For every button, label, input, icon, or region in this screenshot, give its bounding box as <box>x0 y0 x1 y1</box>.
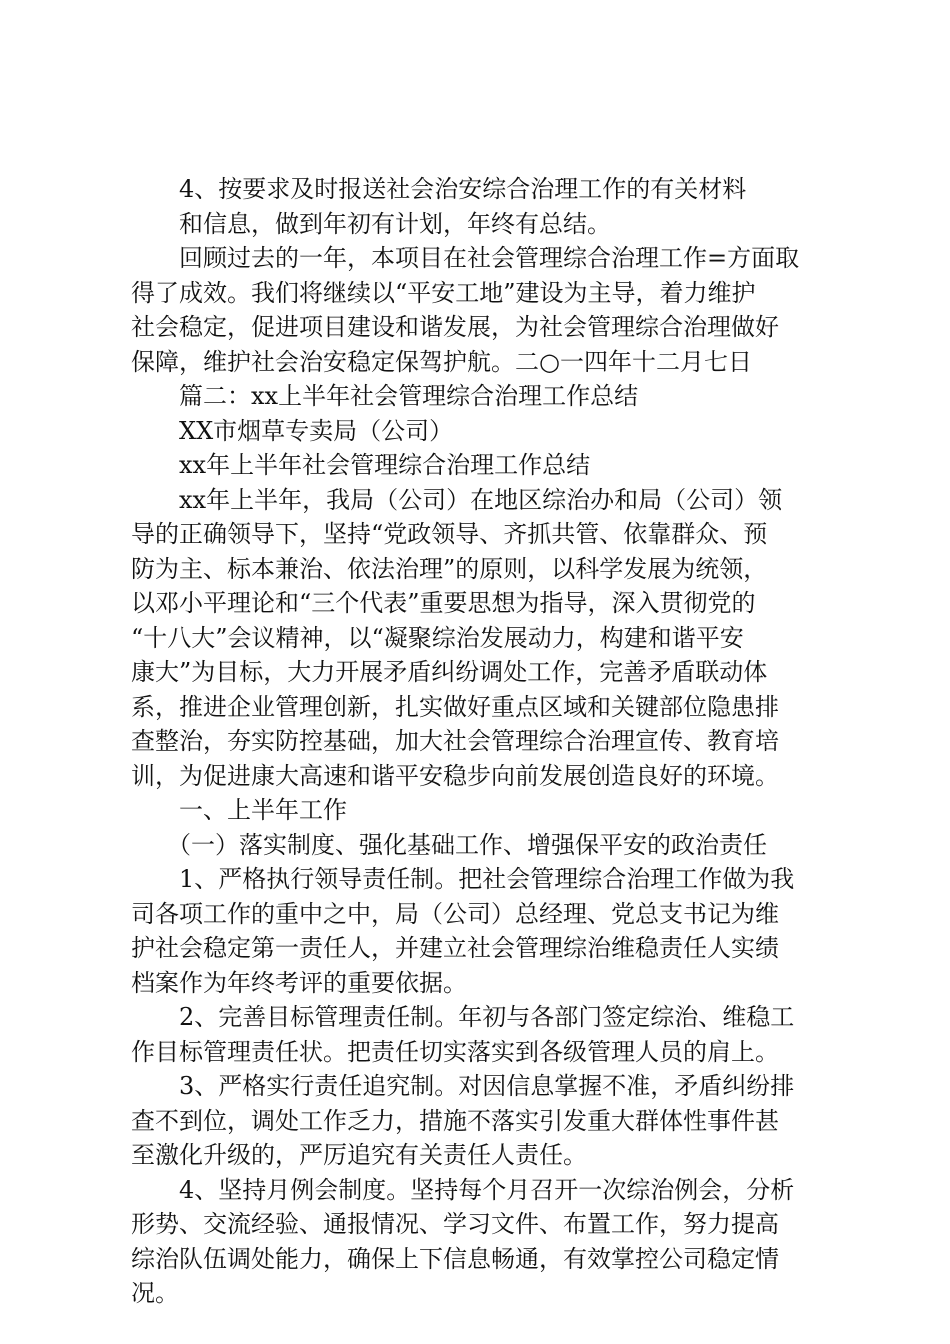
text-line: 1、严格执行领导责任制。把社会管理综合治理工作做为我 <box>179 865 795 893</box>
text-line: 以邓小平理论和“三个代表”重要思想为指导，深入贯彻党的 <box>131 589 756 617</box>
text-line: 康大”为目标，大力开展矛盾纠纷调处工作，完善矛盾联动体 <box>131 658 768 686</box>
text-line: 系，推进企业管理创新，扎实做好重点区域和关键部位隐患排 <box>131 692 779 721</box>
text-line: 导的正确领导下，坚持“党政领导、齐抓共管、依靠群众、预 <box>131 520 768 548</box>
text-line: 防为主、标本兼治、依法治理”的原则，以科学发展为统领， <box>131 554 768 583</box>
text-line: 得了成效。我们将继续以“平安工地”建设为主导，着力维护 <box>131 278 756 307</box>
text-line: 4、按要求及时报送社会治安综合治理工作的有关材料 <box>179 175 747 203</box>
document-body <box>131 172 831 1311</box>
organization-name: XX市烟草专卖局（公司） <box>179 416 454 445</box>
text-line: 司各项工作的重中之中，局（公司）总经理、党总支书记为维 <box>131 899 779 928</box>
text-line: 3、严格实行责任追究制。对因信息掌握不准，矛盾纠纷排 <box>179 1072 795 1100</box>
text-line: 和信息，做到年初有计划，年终有总结。 <box>179 209 611 238</box>
text-line: 查不到位，调处工作乏力，措施不落实引发重大群体性事件甚 <box>131 1106 779 1135</box>
text-line: 训，为促进康大高速和谐平安稳步向前发展创造良好的环境。 <box>131 761 779 790</box>
text-line: “十八大”会议精神，以“凝聚综治发展动力，构建和谐平安 <box>131 623 744 652</box>
text-line: 保障，维护社会治安稳定保驾护航。二○一四年十二月七日 <box>131 347 752 376</box>
text-line: 档案作为年终考评的重要依据。 <box>131 968 467 997</box>
document-title: xx年上半年社会管理综合治理工作总结 <box>179 451 591 479</box>
text-line: 社会稳定，促进项目建设和谐发展，为社会管理综合治理做好 <box>131 313 779 341</box>
text-line: 查整治，夯实防控基础，加大社会管理综合治理宣传、教育培 <box>131 727 779 755</box>
text-line: 作目标管理责任状。把责任切实落实到各级管理人员的肩上。 <box>131 1037 779 1066</box>
text-line: 4、坚持月例会制度。坚持每个月召开一次综治例会，分析 <box>179 1175 795 1204</box>
text-line: 回顾过去的一年，本项目在社会管理综合治理工作=方面取 <box>179 244 800 272</box>
text-line: 形势、交流经验、通报情况、学习文件、布置工作，努力提高 <box>131 1210 779 1238</box>
text-line: 护社会稳定第一责任人，并建立社会管理综治维稳责任人实绩 <box>131 934 779 962</box>
section-heading: 篇二：xx上半年社会管理综合治理工作总结 <box>179 382 639 410</box>
text-line: 2、完善目标管理责任制。年初与各部门签定综治、维稳工 <box>179 1003 795 1031</box>
section-heading: 一、上半年工作 <box>179 796 347 824</box>
subsection-heading: （一）落实制度、强化基础工作、增强保平安的政治责任 <box>167 830 767 859</box>
text-line: 至激化升级的，严厉追究有关责任人责任。 <box>131 1141 587 1169</box>
text-line: 综治队伍调处能力，确保上下信息畅通，有效掌控公司稳定情 <box>131 1244 779 1273</box>
text-line: 况。 <box>131 1279 179 1307</box>
text-line: xx年上半年，我局（公司）在地区综治办和局（公司）领 <box>179 485 783 514</box>
